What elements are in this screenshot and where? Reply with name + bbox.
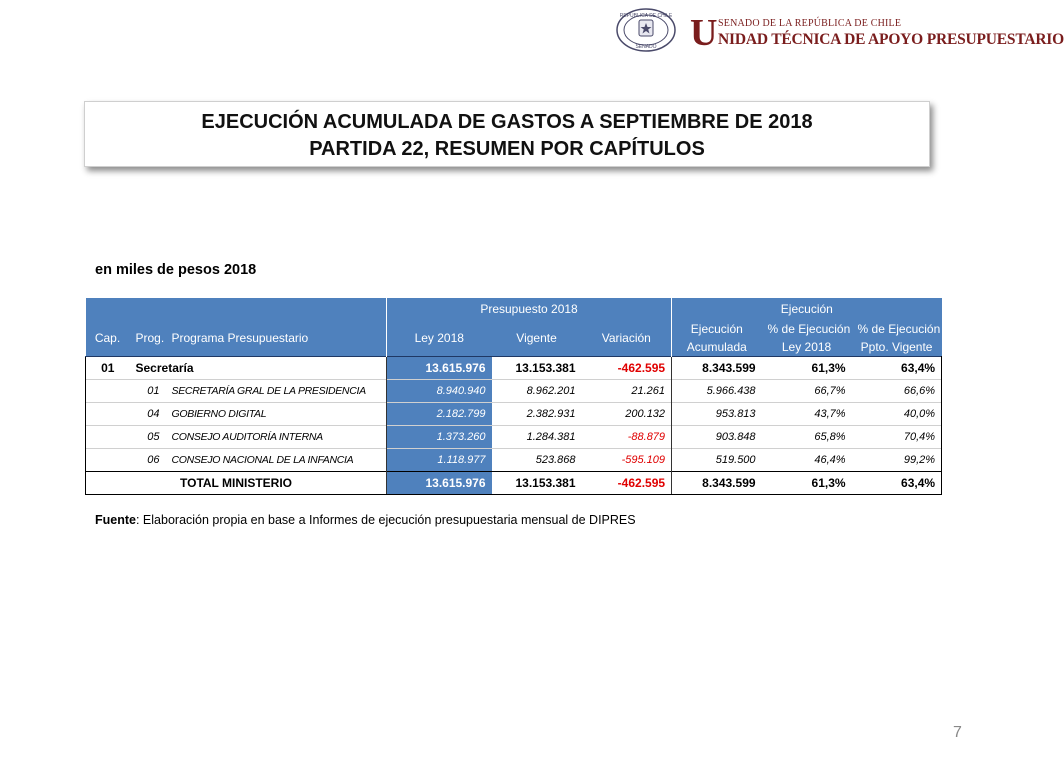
program-code: 04 <box>130 403 166 426</box>
chapter-ejecucion: 8.343.599 <box>672 357 762 380</box>
chapter-cap: 01 <box>86 357 130 380</box>
program-ley: 2.182.799 <box>387 403 492 426</box>
program-pct-ley: 46,4% <box>762 449 852 472</box>
page-number: 7 <box>953 724 962 741</box>
logo-unit-line: NIDAD TÉCNICA DE APOYO PRESUPUESTARIO <box>718 31 1064 48</box>
program-pct-ley: 43,7% <box>762 403 852 426</box>
program-pct-vigente: 66,6% <box>852 380 942 403</box>
program-row <box>86 403 942 426</box>
source-note <box>95 513 636 527</box>
chapter-variacion: -462.595 <box>582 357 672 380</box>
units-subtitle: en miles de pesos 2018 <box>95 262 257 278</box>
header-ley: Ley 2018 <box>414 331 464 345</box>
program-row <box>86 380 942 403</box>
program-vigente: 2.382.931 <box>492 403 582 426</box>
program-vigente: 1.284.381 <box>492 426 582 449</box>
header-programa: Programa Presupuestario <box>166 320 387 357</box>
program-variacion: -88.879 <box>582 426 672 449</box>
header-pct-vigente: % de Ejecución Ppto. Vigente <box>857 322 941 354</box>
header-vigente: Vigente <box>516 331 557 345</box>
program-row <box>86 426 942 449</box>
header-cap: Cap. <box>94 331 121 345</box>
program-ejecucion: 953.813 <box>672 403 762 426</box>
chapter-row <box>86 357 942 380</box>
program-pct-vigente: 99,2% <box>852 449 942 472</box>
title-box <box>84 101 930 167</box>
title-line-2: PARTIDA 22, RESUMEN POR CAPÍTULOS <box>309 138 705 160</box>
program-vigente: 523.868 <box>492 449 582 472</box>
title-line-1: EJECUCIÓN ACUMULADA DE GASTOS A SEPTIEMBRE DE 2018 <box>201 111 813 133</box>
budget-table <box>85 298 942 495</box>
chapter-name: Secretaría <box>130 357 387 380</box>
chapter-vigente: 13.153.381 <box>492 357 582 380</box>
program-vigente: 8.962.201 <box>492 380 582 403</box>
chapter-pct-ley: 61,3% <box>762 357 852 380</box>
program-ejecucion: 903.848 <box>672 426 762 449</box>
source-text: : Elaboración propia en base a Informes de ejecución presupuestaria mensual de DIPRES <box>135 513 636 527</box>
header-prog: Prog. <box>135 331 165 345</box>
program-variacion: -595.109 <box>582 449 672 472</box>
program-name: CONSEJO AUDITORÍA INTERNA <box>166 426 387 449</box>
total-pct-ley: 61,3% <box>762 472 852 495</box>
total-label: TOTAL MINISTERIO <box>86 472 387 495</box>
seal-text-top: REPÚBLICA DE CHILE <box>619 13 673 19</box>
program-ejecucion: 519.500 <box>672 449 762 472</box>
program-name: CONSEJO NACIONAL DE LA INFANCIA <box>166 449 387 472</box>
group-presupuesto: Presupuesto 2018 <box>387 298 672 320</box>
header-row <box>86 320 942 357</box>
program-pct-ley: 65,8% <box>762 426 852 449</box>
program-pct-vigente: 70,4% <box>852 426 942 449</box>
logo-initial: U <box>690 12 718 54</box>
header-ejecucion: Ejecución Acumulada <box>686 322 747 354</box>
header-pct-ley: % de Ejecución Ley 2018 <box>767 322 851 354</box>
total-ley: 13.615.976 <box>387 472 492 495</box>
program-row <box>86 449 942 472</box>
program-ejecucion: 5.966.438 <box>672 380 762 403</box>
logo-senate-line: SENADO DE LA REPÚBLICA DE CHILE <box>718 18 902 29</box>
chapter-pct-vigente: 63,4% <box>852 357 942 380</box>
program-ley: 8.940.940 <box>387 380 492 403</box>
program-ley: 1.118.977 <box>387 449 492 472</box>
total-row <box>86 472 942 495</box>
header-variacion: Variación <box>582 320 672 357</box>
program-ley: 1.373.260 <box>387 426 492 449</box>
program-code: 06 <box>130 449 166 472</box>
program-variacion: 21.261 <box>582 380 672 403</box>
seal-text-bottom: SENADO <box>635 44 657 50</box>
program-name: GOBIERNO DIGITAL <box>166 403 387 426</box>
program-pct-vigente: 40,0% <box>852 403 942 426</box>
senate-seal-logo <box>615 8 677 52</box>
group-ejecucion: Ejecución <box>780 302 833 316</box>
program-name: SECRETARÍA GRAL DE LA PRESIDENCIA <box>166 380 387 403</box>
total-pct-vigente: 63,4% <box>852 472 942 495</box>
program-pct-ley: 66,7% <box>762 380 852 403</box>
total-variacion: -462.595 <box>582 472 672 495</box>
program-variacion: 200.132 <box>582 403 672 426</box>
source-label: Fuente <box>95 513 136 527</box>
header-group-row <box>86 298 942 320</box>
chapter-ley: 13.615.976 <box>387 357 492 380</box>
program-code: 01 <box>130 380 166 403</box>
total-ejecucion: 8.343.599 <box>672 472 762 495</box>
total-vigente: 13.153.381 <box>492 472 582 495</box>
program-code: 05 <box>130 426 166 449</box>
